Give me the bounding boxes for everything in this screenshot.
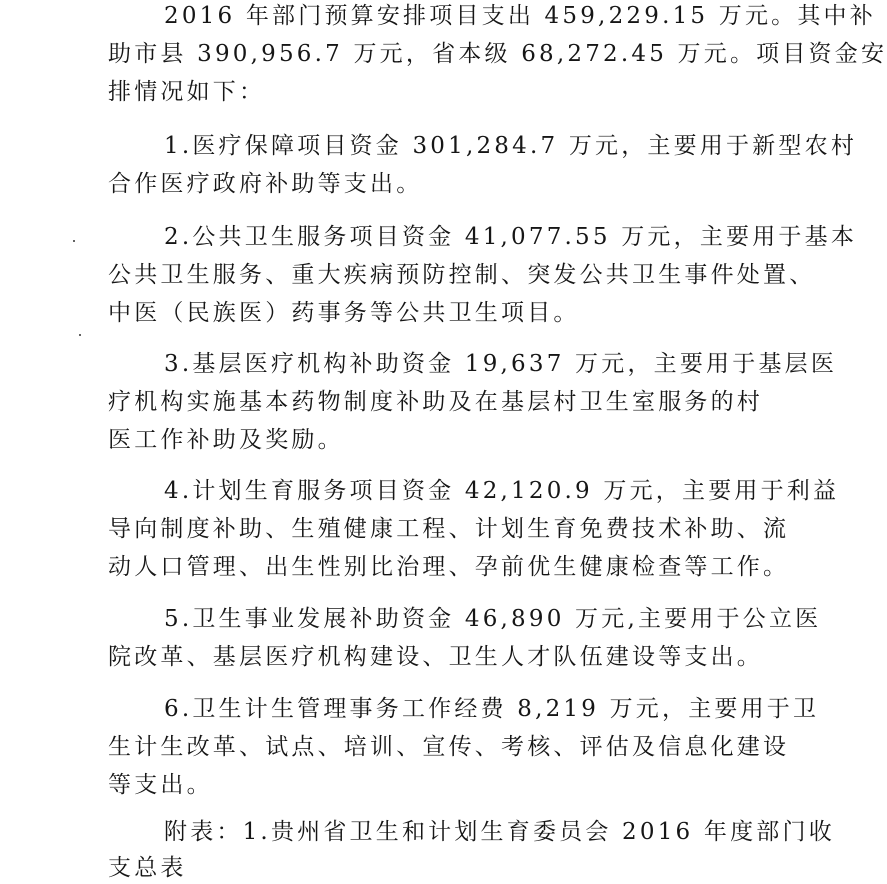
- scan-speck: [79, 334, 81, 336]
- paragraph-item-6-line-2: 生计生改革、试点、培训、宣传、考核、评估及信息化建设: [108, 734, 790, 760]
- paragraph-item-2-line-1: 2.公共卫生服务项目资金 41,077.55 万元，主要用于基本: [164, 224, 858, 250]
- paragraph-appendix-line-1: 附表：1.贵州省卫生和计划生育委员会 2016 年度部门收: [164, 819, 835, 845]
- scan-speck: [73, 240, 75, 242]
- paragraph-item-3-line-3: 医工作补助及奖励。: [108, 427, 344, 453]
- paragraph-item-6-line-3: 等支出。: [108, 772, 213, 798]
- paragraph-intro-line-3: 排情况如下：: [108, 79, 266, 105]
- paragraph-item-3-line-2: 疗机构实施基本药物制度补助及在基层村卫生室服务的村: [108, 389, 763, 415]
- paragraph-appendix-line-2: 支总表: [108, 855, 187, 881]
- paragraph-intro-line-2: 助市县 390,956.7 万元，省本级 68,272.45 万元。项目资金安: [108, 41, 887, 67]
- paragraph-item-4-line-2: 导向制度补助、生殖健康工程、计划生育免费技术补助、流: [108, 516, 790, 542]
- paragraph-item-4-line-1: 4.计划生育服务项目资金 42,120.9 万元，主要用于利益: [164, 478, 840, 504]
- paragraph-item-4-line-3: 动人口管理、出生性别比治理、孕前优生健康检查等工作。: [108, 554, 790, 580]
- paragraph-item-2-line-3: 中医（民族医）药事务等公共卫生项目。: [108, 300, 580, 326]
- paragraph-item-5-line-2: 院改革、基层医疗机构建设、卫生人才队伍建设等支出。: [108, 644, 763, 670]
- paragraph-item-6-line-1: 6.卫生计生管理事务工作经费 8,219 万元，主要用于卫: [164, 696, 820, 722]
- paragraph-intro-line-1: 2016 年部门预算安排项目支出 459,229.15 万元。其中补: [164, 3, 876, 29]
- paragraph-item-1-line-2: 合作医疗政府补助等支出。: [108, 171, 423, 197]
- paragraph-item-1-line-1: 1.医疗保障项目资金 301,284.7 万元，主要用于新型农村: [164, 133, 858, 159]
- paragraph-item-3-line-1: 3.基层医疗机构补助资金 19,637 万元，主要用于基层医: [164, 351, 838, 377]
- paragraph-item-2-line-2: 公共卫生服务、重大疾病预防控制、突发公共卫生事件处置、: [108, 262, 816, 288]
- paragraph-item-5-line-1: 5.卫生事业发展补助资金 46,890 万元,主要用于公立医: [164, 606, 822, 632]
